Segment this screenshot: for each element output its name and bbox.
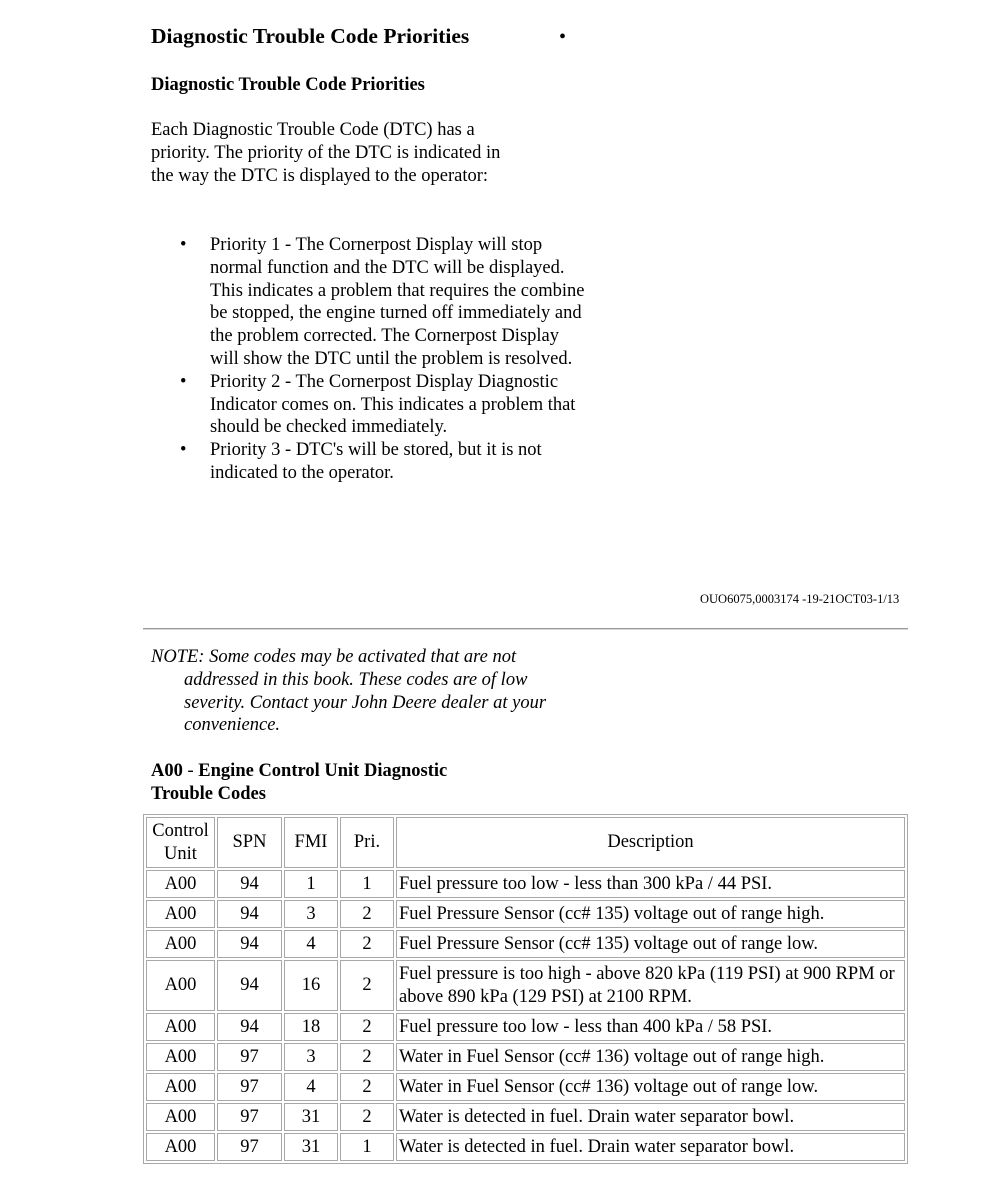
table-title [151, 760, 511, 806]
priority-list [151, 234, 590, 485]
cell-spn: 97 [217, 1103, 282, 1131]
cell-fmi: 31 [284, 1133, 338, 1161]
cell-description: Fuel pressure is too high - above 820 kPa (119 PSI) at 900 RPM or above 890 kPa (129 PSI) at 2100 RPM. [396, 960, 905, 1011]
list-item: • Priority 3 - DTC's will be stored, but it is not indicated to the operator. [210, 439, 590, 485]
list-item: • Priority 2 - The Cornerpost Display Diagnostic Indicator comes on. This indicates a problem that should be checked immediately. [210, 371, 590, 439]
cell-spn: 94 [217, 960, 282, 1011]
cell-spn: 97 [217, 1043, 282, 1071]
list-item: • Priority 1 - The Cornerpost Display will stop normal function and the DTC will be displayed. This indicates a problem that requires the combine be stopped, the engine turned off immediately and the problem corrected. The Cornerpost Display will show the DTC until the problem is resolved. [210, 234, 590, 371]
page-title: Diagnostic Trouble Code Priorities [151, 24, 470, 48]
cell-description: Water in Fuel Sensor (cc# 136) voltage out of range high. [396, 1043, 905, 1071]
cell-description: Fuel Pressure Sensor (cc# 135) voltage out of range low. [396, 930, 905, 958]
cell-fmi: 4 [284, 930, 338, 958]
note-paragraph: NOTE: Some codes may be activated that are not addressed in this book. These codes are of low severity. Contact your John Deere dealer at your convenience. [151, 647, 547, 736]
table-row [146, 870, 905, 898]
cell-spn: 97 [217, 1133, 282, 1161]
cell-control-unit: A00 [146, 870, 215, 898]
cell-priority: 2 [340, 1073, 394, 1101]
cell-fmi: 3 [284, 900, 338, 928]
cell-fmi: 16 [284, 960, 338, 1011]
table-row [146, 960, 905, 1011]
cell-spn: 94 [217, 900, 282, 928]
cell-spn: 94 [217, 1013, 282, 1041]
cell-description: Fuel Pressure Sensor (cc# 135) voltage out of range high. [396, 900, 905, 928]
table-header-row [146, 817, 905, 868]
cell-spn: 94 [217, 870, 282, 898]
cell-control-unit: A00 [146, 1043, 215, 1071]
cell-fmi: 31 [284, 1103, 338, 1131]
column-header-priority: Pri. [340, 817, 394, 868]
cell-control-unit: A00 [146, 1073, 215, 1101]
cell-priority: 1 [340, 1133, 394, 1161]
cell-priority: 2 [340, 900, 394, 928]
intro-paragraph: Each Diagnostic Trouble Code (DTC) has a priority. The priority of the DTC is indicated in the way the DTC is displayed to the operator: [151, 120, 501, 186]
cell-fmi: 4 [284, 1073, 338, 1101]
cell-control-unit: A00 [146, 900, 215, 928]
cell-priority: 2 [340, 1103, 394, 1131]
table-row [146, 930, 905, 958]
cell-priority: 2 [340, 1013, 394, 1041]
cell-spn: 94 [217, 930, 282, 958]
table-title-dash: - [182, 761, 199, 781]
section-heading: Diagnostic Trouble Code Priorities [151, 75, 425, 95]
bullet-marker: • [559, 26, 567, 48]
cell-priority: 1 [340, 870, 394, 898]
cell-description: Fuel pressure too low - less than 400 kPa / 58 PSI. [396, 1013, 905, 1041]
cell-control-unit: A00 [146, 1133, 215, 1161]
table-row [146, 1103, 905, 1131]
table-row [146, 1133, 905, 1161]
divider [143, 628, 908, 630]
cell-fmi: 18 [284, 1013, 338, 1041]
table-title-text: Engine Control Unit Diagnostic Trouble Codes [151, 761, 448, 804]
cell-spn: 97 [217, 1073, 282, 1101]
cell-fmi: 1 [284, 870, 338, 898]
document-reference: OUO6075,0003174 -19-21OCT03-1/13 [700, 592, 900, 606]
table-row [146, 900, 905, 928]
cell-priority: 2 [340, 930, 394, 958]
cell-control-unit: A00 [146, 1013, 215, 1041]
cell-description: Fuel pressure too low - less than 300 kPa / 44 PSI. [396, 870, 905, 898]
cell-fmi: 3 [284, 1043, 338, 1071]
column-header-fmi: FMI [284, 817, 338, 868]
table-row [146, 1043, 905, 1071]
table-row [146, 1013, 905, 1041]
cell-priority: 2 [340, 1043, 394, 1071]
cell-control-unit: A00 [146, 1103, 215, 1131]
cell-description: Water in Fuel Sensor (cc# 136) voltage out of range low. [396, 1073, 905, 1101]
cell-description: Water is detected in fuel. Drain water separator bowl. [396, 1103, 905, 1131]
column-header-control-unit: Control Unit [146, 817, 215, 868]
table-row [146, 1073, 905, 1101]
cell-description: Water is detected in fuel. Drain water separator bowl. [396, 1133, 905, 1161]
dtc-table [143, 814, 908, 1164]
cell-control-unit: A00 [146, 960, 215, 1011]
cell-priority: 2 [340, 960, 394, 1011]
table-title-code: A00 [151, 761, 183, 781]
column-header-spn: SPN [217, 817, 282, 868]
column-header-description: Description [396, 817, 905, 868]
cell-control-unit: A00 [146, 930, 215, 958]
